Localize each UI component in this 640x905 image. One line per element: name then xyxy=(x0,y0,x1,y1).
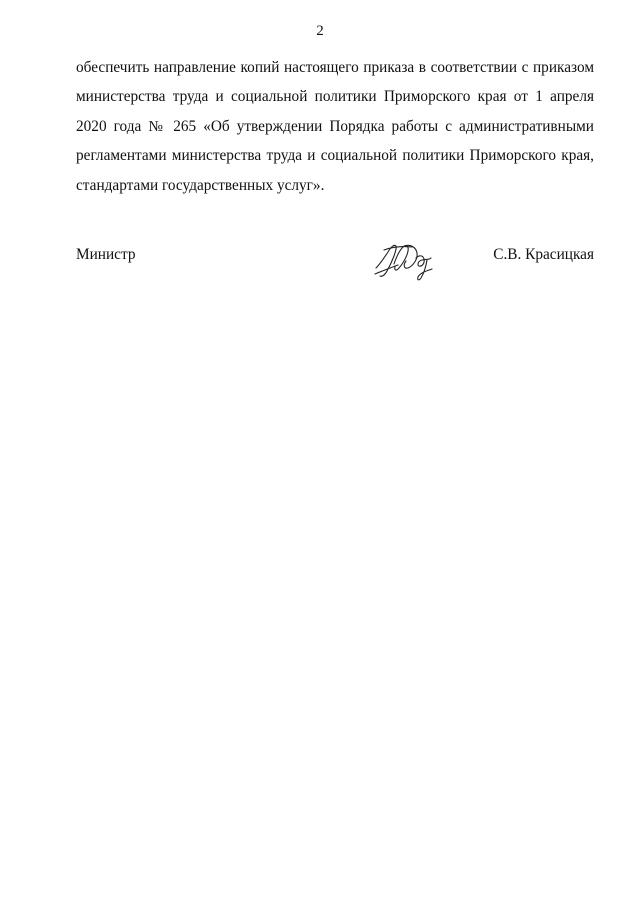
paragraph: обеспечить направление копий настоящего приказа в соответствии с приказом министерства труда и социальной политики Приморского края от 1 апреля 2020 года № 265 «Об утверждении Порядка работы с административными регламентами министерства труда и социальной политики Приморского края, стандартами государственных услуг». xyxy=(76,59,594,194)
signature-block xyxy=(76,238,594,288)
signatory-name: С.В. Красицкая xyxy=(493,246,594,263)
page-number: 2 xyxy=(316,23,324,39)
signatory-title: Министр xyxy=(76,246,136,263)
body-text xyxy=(76,53,594,200)
handwritten-signature xyxy=(372,238,440,284)
